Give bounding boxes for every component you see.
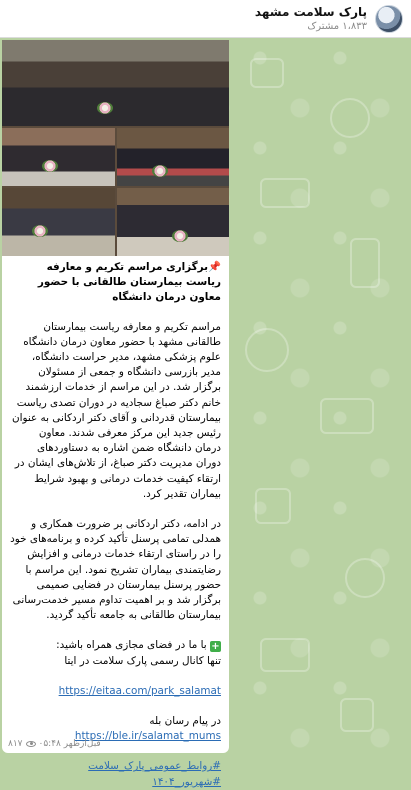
decor-shape [260, 178, 310, 208]
plus-square-icon: + [211, 641, 220, 653]
post-paragraph-1: مراسم تکریم و معارفه ریاست بیمارستان طالقانی مشهد با حضور معاون درمان دانشگاه علوم پزشکی مشهد، مدیر حراست دانشگاه، مدیر بازرسی دانشگاه و جمعی از مسئولان برگزار شد. در این مراسم از خدمات ارزشمند خانم دکتر صباغ سجادیه در دوران تصدی ریاست بیمارستان قدردانی و آقای دکتر اردکانی به عنوان رئیس جدید این مرکز معرفی شدند. معاون درمان دانشگاه ضمن اشاره به دستاوردهای دوران مدیریت دکتر صباغ، از تلاش‌های ایشان در ارتقاء کیفیت خدمات درمانی و بهبود شرایط بیماران تقدیر کرد. [12, 320, 221, 500]
photo-tile [117, 128, 229, 186]
chat-header[interactable] [0, 0, 411, 38]
post-photo-collage[interactable] [2, 40, 229, 256]
decor-shape [320, 398, 374, 434]
decor-shape [345, 558, 385, 598]
subscriber-count: ۱،۸۳۳ مشترک [307, 20, 367, 32]
bale-link[interactable]: https://ble.ir/salamat_mums [74, 730, 221, 743]
decor-shape [330, 98, 370, 138]
decor-shape [255, 488, 291, 524]
channel-line: تنها کانال رسمی پارک سلامت در ایتا [64, 654, 221, 667]
channel-avatar[interactable] [375, 5, 403, 33]
eitaa-link[interactable]: https://eitaa.com/park_salamat [58, 684, 221, 697]
post-paragraph-2: در ادامه، دکتر اردکانی بر ضرورت همکاری و همدلی تمامی پرسنل تأکید کرده و برنامه‌های خود را در راستای ارتقاء خدمات درمانی و افزایش رضایتمندی بیماران تشریح نمود. این مراسم با حضور پرسنل بیمارستان در فضایی صمیمی برگزار شد و بر اهمیت تداوم مسیر خدمت‌رسانی بیمارستان طالقانی به جامعه تأکید گردید. [10, 518, 221, 622]
decor-shape [245, 328, 289, 372]
photo-tile [117, 188, 229, 256]
header-text [255, 5, 367, 33]
photo-tile [2, 188, 115, 256]
flower-bouquet [172, 230, 188, 242]
message-time: ۰۵:۴۸ قبل‌ازظهر [38, 739, 101, 749]
post-text [2, 260, 229, 790]
follow-line-text: با ما در فضای مجازی همراه باشید: [56, 639, 207, 652]
photo-tile [2, 128, 115, 186]
photo-tile [2, 40, 229, 126]
message-bubble[interactable] [2, 40, 229, 788]
pushpin-icon: 📌 [208, 261, 221, 273]
eye-icon [26, 741, 36, 747]
flower-bouquet [32, 225, 48, 237]
post-title [10, 260, 221, 306]
post-title-text: برگزاری مراسم تکریم و معارفه ریاست بیمارستان طالقانی با حضور معاون درمان دانشگاه [37, 261, 221, 304]
view-count: ۸۱۷ [8, 739, 23, 749]
message-meta [8, 739, 101, 749]
hashtag-link[interactable]: #روابط_عمومی_پارک_سلامت [88, 760, 221, 773]
decor-shape [350, 238, 380, 288]
decor-shape [260, 638, 310, 672]
decor-shape [340, 698, 374, 732]
decor-shape [250, 58, 284, 88]
follow-line [10, 638, 221, 653]
flower-bouquet [42, 160, 58, 172]
channel-title: پارک سلامت مشهد [254, 4, 367, 19]
bale-line: در پیام رسان بله [149, 715, 221, 728]
flower-bouquet [152, 165, 168, 177]
hashtag-link[interactable]: #شهریور_۱۴۰۴ [152, 775, 221, 788]
flower-bouquet [97, 102, 113, 114]
